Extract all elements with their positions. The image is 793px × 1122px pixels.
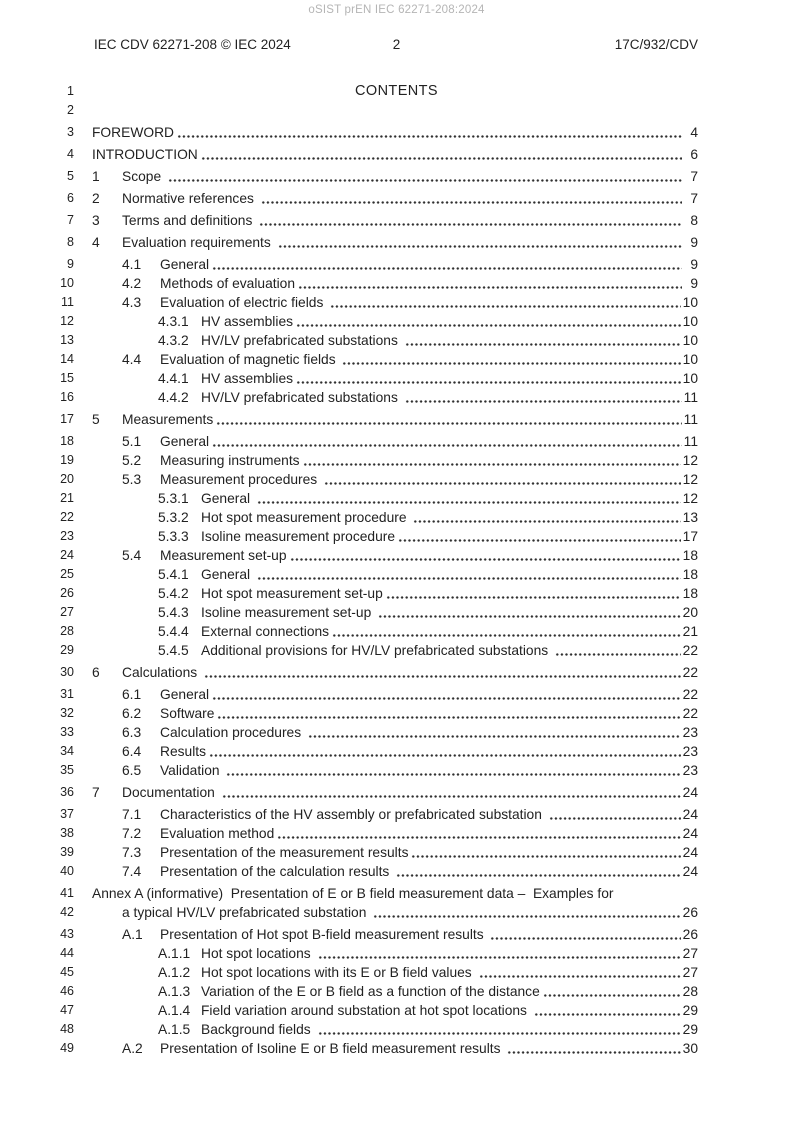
- line-number: 23: [60, 529, 74, 543]
- page-reference: 20: [682, 605, 698, 620]
- line-number: 43: [60, 927, 74, 941]
- page-reference: 21: [682, 624, 698, 639]
- dot-leader: [257, 501, 681, 504]
- page-reference: 11: [683, 412, 698, 427]
- line-number: 39: [60, 845, 74, 859]
- line-number: 49: [60, 1041, 74, 1055]
- toc-entry: [0, 369, 793, 388]
- line-number: 33: [60, 725, 74, 739]
- line-number: 19: [60, 453, 74, 467]
- toc-entry: [0, 233, 793, 252]
- clause-number: A.2: [122, 1041, 143, 1056]
- toc-entry: [0, 685, 793, 704]
- contents-title-row: [0, 82, 793, 101]
- clause-number: 4.1: [122, 257, 142, 272]
- line-number: 45: [60, 965, 74, 979]
- entry-title: a typical HV/LV prefabricated substation: [122, 905, 371, 920]
- dot-leader: [257, 577, 681, 580]
- clause-number: 5: [92, 412, 100, 427]
- entry-title: Documentation: [122, 785, 219, 800]
- line-number: 14: [60, 352, 74, 366]
- toc-entry: [0, 944, 793, 963]
- line-number: 15: [60, 371, 74, 385]
- page-reference: 23: [682, 725, 698, 740]
- entry-title: INTRODUCTION: [92, 147, 198, 162]
- line-number: 36: [60, 785, 74, 799]
- line-number: 47: [60, 1003, 74, 1017]
- entry-title: Measurements: [122, 412, 214, 427]
- entry-title: Evaluation method: [160, 826, 275, 841]
- line-number: 41: [60, 886, 74, 900]
- toc-entry: [0, 963, 793, 982]
- watermark-text: oSIST prEN IEC 62271-208:2024: [308, 4, 485, 16]
- toc-entry: [0, 982, 793, 1001]
- page-reference: 18: [682, 567, 698, 582]
- page-reference: 9: [690, 276, 698, 291]
- toc-entry: [0, 1001, 793, 1020]
- dot-leader: [318, 1032, 681, 1035]
- entry-title: Field variation around substation at hot spot locations: [201, 1003, 531, 1018]
- page-reference: 6: [690, 147, 698, 162]
- clause-number: 4.3: [122, 295, 142, 310]
- page-reference: 22: [682, 687, 698, 702]
- clause-number: 5.4.5: [158, 643, 189, 658]
- toc-entry: [0, 255, 793, 274]
- entry-title: HV assemblies: [201, 314, 294, 329]
- toc-entry: [0, 862, 793, 881]
- clause-number: 5.4.3: [158, 605, 189, 620]
- entry-title: Additional provisions for HV/LV prefabricated substations: [201, 643, 552, 658]
- clause-number: 5.3.3: [158, 529, 189, 544]
- line-number: 24: [60, 548, 74, 562]
- toc-entries: [0, 123, 793, 1058]
- line-number: 28: [60, 624, 74, 638]
- dot-leader: [405, 343, 681, 346]
- toc-entry: [0, 350, 793, 369]
- toc-entry: [0, 211, 793, 230]
- toc-entry: [0, 603, 793, 622]
- dot-leader: [209, 754, 681, 757]
- line-number: 5: [67, 169, 74, 183]
- entry-title: Presentation of the calculation results: [160, 864, 394, 879]
- entry-title: General: [201, 567, 254, 582]
- line-number: 8: [67, 235, 74, 249]
- page-reference: 7: [690, 191, 698, 206]
- clause-number: 7.4: [122, 864, 142, 879]
- entry-title: Validation: [160, 763, 224, 778]
- dot-leader: [479, 975, 681, 978]
- dot-leader: [303, 463, 681, 466]
- dot-leader: [212, 267, 682, 270]
- clause-number: 6.5: [122, 763, 142, 778]
- entry-title: Presentation of Isoline E or B field measurement results: [160, 1041, 505, 1056]
- clause-number: 6.1: [122, 687, 142, 702]
- entry-title: Hot spot locations with its E or B field values: [201, 965, 476, 980]
- clause-number: A.1.1: [158, 946, 191, 961]
- line-number: 4: [67, 147, 74, 161]
- clause-number: A.1.5: [158, 1022, 191, 1037]
- entry-title: Evaluation requirements: [122, 235, 275, 250]
- line-number: 46: [60, 984, 74, 998]
- clause-number: 5.4: [122, 548, 142, 563]
- line-number: 21: [60, 491, 74, 505]
- page-reference: 10: [682, 371, 698, 386]
- page-reference: 24: [682, 785, 698, 800]
- line-number: 13: [60, 333, 74, 347]
- dot-leader: [342, 362, 680, 365]
- line-number: 18: [60, 434, 74, 448]
- clause-number: 3: [92, 213, 100, 228]
- dot-leader: [298, 286, 682, 289]
- toc-entry: [0, 903, 793, 922]
- entry-title: FOREWORD: [92, 125, 175, 140]
- page-reference: 7: [690, 169, 698, 184]
- dot-leader: [543, 994, 681, 997]
- entry-title: Isoline measurement set-up: [201, 605, 376, 620]
- dot-leader: [373, 915, 680, 918]
- page-reference: 9: [690, 235, 698, 250]
- dot-leader: [332, 634, 681, 637]
- dot-leader: [411, 855, 680, 858]
- clause-number: A.1.3: [158, 984, 191, 999]
- dot-leader: [226, 773, 680, 776]
- entry-title: Scope: [122, 169, 165, 184]
- dot-leader: [217, 716, 680, 719]
- entry-title: Normative references: [122, 191, 258, 206]
- page-reference: 27: [682, 965, 698, 980]
- entry-title: Presentation of the measurement results: [160, 845, 409, 860]
- page-header: [0, 37, 793, 55]
- line-number: 17: [60, 412, 74, 426]
- clause-number: 4.3.2: [158, 333, 189, 348]
- dot-leader: [413, 520, 680, 523]
- page-reference: 11: [683, 434, 698, 449]
- clause-number: 1: [92, 169, 100, 184]
- line-number: 31: [60, 687, 74, 701]
- clause-number: 7: [92, 785, 100, 800]
- clause-number: 5.3.2: [158, 510, 189, 525]
- clause-number: 4.3.1: [158, 314, 189, 329]
- line-number: 7: [67, 213, 74, 227]
- toc-entry: [0, 410, 793, 429]
- page-reference: 4: [690, 125, 698, 140]
- entry-title: HV/LV prefabricated substations: [201, 390, 402, 405]
- dot-leader: [278, 245, 682, 248]
- line-number: 26: [60, 586, 74, 600]
- dot-leader: [259, 223, 682, 226]
- page-reference: 10: [682, 314, 698, 329]
- toc-entry: [0, 783, 793, 802]
- page-reference: 29: [682, 1003, 698, 1018]
- entry-title: General: [160, 434, 210, 449]
- clause-number: 4: [92, 235, 100, 250]
- clause-number: 7.3: [122, 845, 142, 860]
- line-number: 20: [60, 472, 74, 486]
- dot-leader: [386, 596, 681, 599]
- dot-leader: [168, 179, 682, 182]
- line-number: 42: [60, 905, 74, 919]
- line-number: 37: [60, 807, 74, 821]
- clause-number: 4.4: [122, 352, 142, 367]
- clause-number: 6.4: [122, 744, 142, 759]
- dot-leader: [201, 157, 682, 160]
- line-number: 27: [60, 605, 74, 619]
- line-number: 22: [60, 510, 74, 524]
- page-reference: 17: [682, 529, 698, 544]
- entry-title: Evaluation of electric fields: [160, 295, 328, 310]
- page-reference: 22: [682, 706, 698, 721]
- dot-leader: [222, 795, 681, 798]
- entry-title: Measurement set-up: [160, 548, 287, 563]
- entry-title: General: [160, 687, 210, 702]
- clause-number: 7.1: [122, 807, 142, 822]
- entry-title: General: [160, 257, 210, 272]
- entry-title: HV assemblies: [201, 371, 294, 386]
- entry-title: Hot spot locations: [201, 946, 315, 961]
- clause-number: 5.1: [122, 434, 142, 449]
- dot-leader: [177, 135, 682, 138]
- line-number: 48: [60, 1022, 74, 1036]
- toc-entry: [0, 704, 793, 723]
- page-reference: 24: [682, 845, 698, 860]
- entry-title: HV/LV prefabricated substations: [201, 333, 402, 348]
- dot-leader: [507, 1051, 680, 1054]
- entry-title: Annex A (informative) Presentation of E or B field measurement data – Examples for: [92, 886, 614, 901]
- page-reference: 26: [682, 905, 698, 920]
- page-reference: 23: [682, 744, 698, 759]
- entry-title: Background fields: [201, 1022, 315, 1037]
- header-document-reference: IEC CDV 62271-208 © IEC 2024: [94, 37, 291, 52]
- clause-number: 4.2: [122, 276, 142, 291]
- entry-title: Results: [160, 744, 207, 759]
- entry-title: Terms and definitions: [122, 213, 257, 228]
- entry-title: Calculation procedures: [160, 725, 305, 740]
- clause-number: 6.2: [122, 706, 142, 721]
- dot-leader: [490, 937, 680, 940]
- toc-entry: [0, 824, 793, 843]
- page-reference: 8: [690, 213, 698, 228]
- toc-entry: [0, 761, 793, 780]
- toc-entry: [0, 527, 793, 546]
- line-number: 16: [60, 390, 74, 404]
- entry-title: Presentation of Hot spot B-field measurement results: [160, 927, 488, 942]
- dot-leader: [405, 400, 682, 403]
- line-number: 9: [67, 257, 74, 271]
- clause-number: 5.4.2: [158, 586, 189, 601]
- clause-number: 6: [92, 665, 100, 680]
- dot-leader: [212, 697, 681, 700]
- line-number: 29: [60, 643, 74, 657]
- line-number: 1: [67, 84, 74, 98]
- line-number: 34: [60, 744, 74, 758]
- toc-entry: [0, 331, 793, 350]
- page-reference: 30: [682, 1041, 698, 1056]
- line-number: 32: [60, 706, 74, 720]
- clause-number: 5.2: [122, 453, 142, 468]
- toc-entry: [0, 293, 793, 312]
- line-number: 40: [60, 864, 74, 878]
- blank-line-row: [0, 101, 793, 120]
- page-reference: 22: [682, 643, 698, 658]
- dot-leader: [277, 836, 680, 839]
- dot-leader: [261, 201, 682, 204]
- dot-leader: [204, 675, 681, 678]
- entry-title: External connections: [201, 624, 330, 639]
- dot-leader: [555, 653, 681, 656]
- page-reference: 10: [682, 295, 698, 310]
- page-reference: 26: [682, 927, 698, 942]
- page-reference: 27: [682, 946, 698, 961]
- toc-entry: [0, 723, 793, 742]
- page-reference: 23: [682, 763, 698, 778]
- toc-entry: [0, 1039, 793, 1058]
- entry-title: Software: [160, 706, 215, 721]
- clause-number: 2: [92, 191, 100, 206]
- header-committee-reference: 17C/932/CDV: [614, 37, 698, 52]
- dot-leader: [212, 444, 682, 447]
- page-reference: 9: [690, 257, 698, 272]
- line-number: 35: [60, 763, 74, 777]
- line-number: 38: [60, 826, 74, 840]
- clause-number: 5.3.1: [158, 491, 189, 506]
- page-reference: 12: [682, 453, 698, 468]
- entry-title: Isoline measurement procedure: [201, 529, 396, 544]
- page-reference: 28: [682, 984, 698, 999]
- page-reference: 13: [682, 510, 698, 525]
- toc-entry: [0, 663, 793, 682]
- clause-number: A.1.2: [158, 965, 191, 980]
- toc-entry: [0, 925, 793, 944]
- toc-entry: [0, 432, 793, 451]
- entry-title: Evaluation of magnetic fields: [160, 352, 340, 367]
- entry-title: General: [201, 491, 254, 506]
- dot-leader: [324, 482, 681, 485]
- toc-entry: [0, 641, 793, 660]
- toc-entry: [0, 189, 793, 208]
- dot-leader: [398, 539, 681, 542]
- toc-entry: [0, 123, 793, 142]
- toc-entry: [0, 489, 793, 508]
- table-of-contents: [0, 82, 793, 1058]
- toc-entry: [0, 805, 793, 824]
- entry-title: Characteristics of the HV assembly or prefabricated substation: [160, 807, 546, 822]
- dot-leader: [330, 305, 680, 308]
- toc-entry: [0, 843, 793, 862]
- entry-title: Calculations: [122, 665, 201, 680]
- toc-entry: [0, 167, 793, 186]
- entry-title: Hot spot measurement set-up: [201, 586, 383, 601]
- toc-entry: [0, 451, 793, 470]
- toc-entry: [0, 312, 793, 331]
- header-page-number: 2: [392, 37, 401, 52]
- toc-entry: [0, 742, 793, 761]
- line-number: 11: [61, 295, 74, 309]
- contents-title: CONTENTS: [355, 83, 438, 99]
- clause-number: 7.2: [122, 826, 142, 841]
- line-number: 30: [60, 665, 74, 679]
- dot-leader: [534, 1013, 681, 1016]
- page-reference: 18: [682, 586, 698, 601]
- page-reference: 18: [682, 548, 698, 563]
- line-number: 44: [60, 946, 74, 960]
- toc-entry: [0, 1020, 793, 1039]
- entry-title: Methods of evaluation: [160, 276, 295, 291]
- line-number: 3: [67, 125, 74, 139]
- toc-entry: [0, 274, 793, 293]
- clause-number: A.1: [122, 927, 143, 942]
- clause-number: 4.4.2: [158, 390, 189, 405]
- dot-leader: [290, 558, 681, 561]
- line-number: 12: [60, 314, 74, 328]
- dot-leader: [396, 874, 680, 877]
- toc-entry: [0, 565, 793, 584]
- entry-title: Variation of the E or B field as a function of the distance: [201, 984, 540, 999]
- page-reference: 10: [682, 352, 698, 367]
- page-reference: 24: [682, 807, 698, 822]
- entry-title: Hot spot measurement procedure: [201, 510, 411, 525]
- toc-entry: [0, 584, 793, 603]
- toc-entry: [0, 508, 793, 527]
- page-reference: 10: [682, 333, 698, 348]
- dot-leader: [216, 422, 681, 425]
- clause-number: 5.3: [122, 472, 142, 487]
- page-reference: 12: [682, 472, 698, 487]
- clause-number: 4.4.1: [158, 371, 189, 386]
- page-reference: 24: [682, 864, 698, 879]
- page-reference: 24: [682, 826, 698, 841]
- line-number: 10: [60, 276, 74, 290]
- toc-entry: [0, 145, 793, 164]
- dot-leader: [308, 735, 681, 738]
- line-number: 6: [67, 191, 74, 205]
- dot-leader: [549, 817, 681, 820]
- dot-leader: [296, 324, 681, 327]
- dot-leader: [296, 381, 681, 384]
- toc-entry: [0, 470, 793, 489]
- page-reference: 11: [683, 390, 698, 405]
- clause-number: 5.4.4: [158, 624, 189, 639]
- clause-number: 5.4.1: [158, 567, 189, 582]
- page-reference: 22: [682, 665, 698, 680]
- line-number: 2: [67, 103, 74, 117]
- line-number: 25: [60, 567, 74, 581]
- entry-title: Measuring instruments: [160, 453, 300, 468]
- toc-entry: [0, 622, 793, 641]
- clause-number: 6.3: [122, 725, 142, 740]
- page-reference: 29: [682, 1022, 698, 1037]
- entry-title: Measurement procedures: [160, 472, 322, 487]
- toc-entry: [0, 884, 793, 903]
- dot-leader: [318, 956, 681, 959]
- clause-number: A.1.4: [158, 1003, 191, 1018]
- page-reference: 12: [682, 491, 698, 506]
- toc-entry: [0, 546, 793, 565]
- toc-entry: [0, 388, 793, 407]
- dot-leader: [378, 615, 681, 618]
